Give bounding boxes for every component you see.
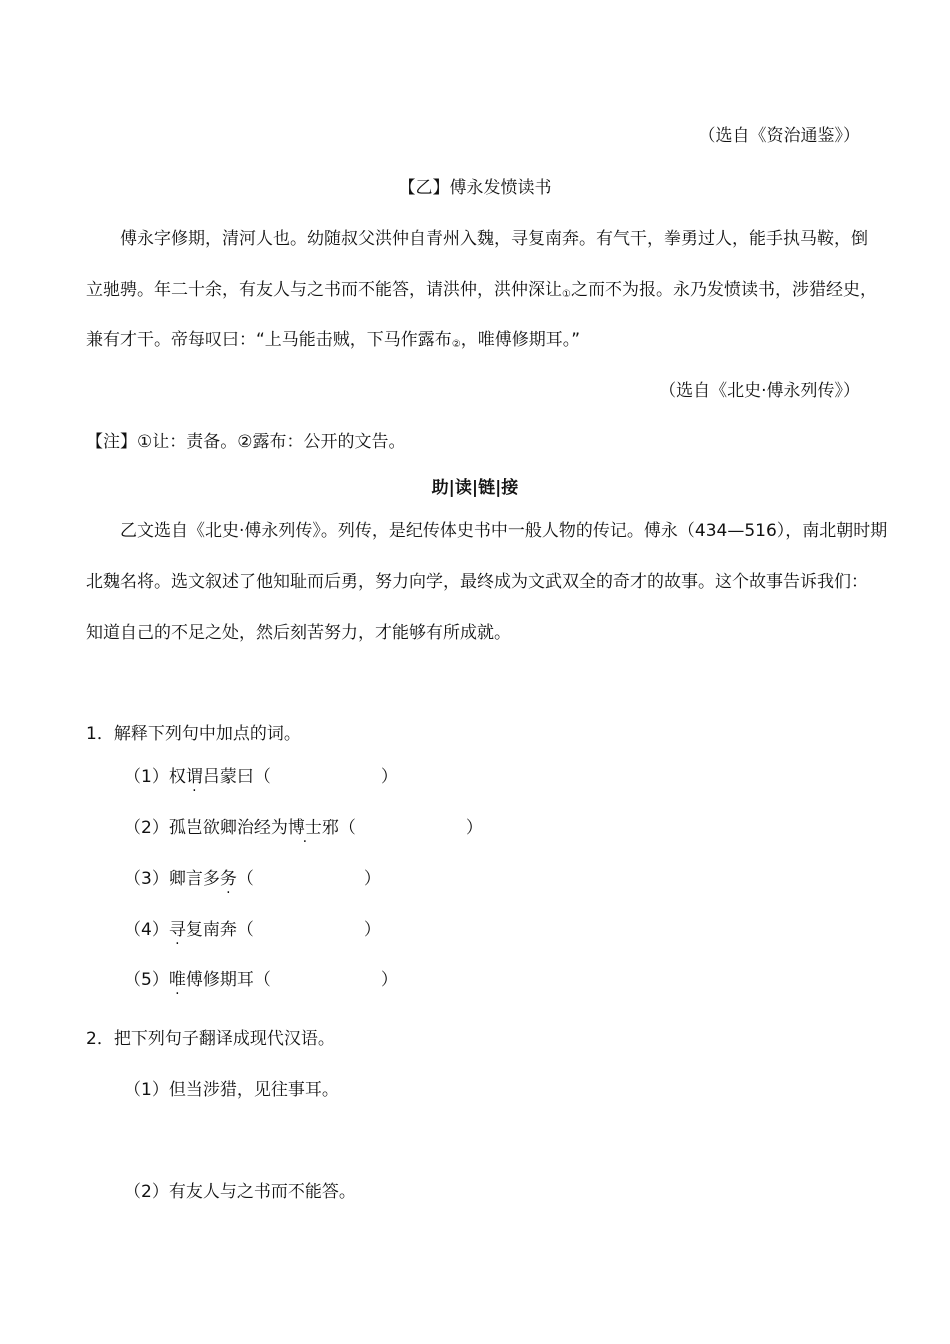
question-1-item-5: （5）唯傅修期耳（ ） bbox=[124, 970, 398, 990]
dotted-word: 谓 bbox=[185, 767, 203, 787]
dotted-word: 博士 bbox=[287, 818, 322, 838]
reading-help-line-1: 乙文选自《北史·傅永列传》。列传，是纪传体史书中一般人物的传记。傅永（434—516），南北朝时期 bbox=[120, 521, 888, 541]
reading-help-title: 助|读|链|接 bbox=[431, 478, 519, 498]
reading-help-line-2: 北魏名将。选文叙述了他知耻而后勇，努力向学，最终成为文武双全的奇才的故事。这个故事告诉我们： bbox=[86, 572, 868, 592]
annotation-note: 【注】①让：责备。②露布：公开的文告。 bbox=[86, 432, 406, 452]
passage-line-3: 兼有才干。帝每叹曰：“上马能击贼，下马作露布$_②$，唯傅修期耳。” bbox=[86, 330, 581, 350]
footnote-mark-2: ② bbox=[451, 339, 461, 350]
dotted-word: 寻 bbox=[168, 920, 186, 940]
question-1-item-2: （2）孤岂欲卿治经为博士邪（ ） bbox=[124, 818, 483, 838]
footnote-mark-1: ① bbox=[562, 289, 571, 300]
question-2-item-2: （2）有友人与之书而不能答。 bbox=[124, 1182, 356, 1202]
reading-help-line-3: 知道自己的不足之处，然后刻苦努力，才能够有所成就。 bbox=[86, 623, 511, 643]
source-citation-2: （选自《北史·傅永列传》） bbox=[659, 381, 860, 401]
question-1-item-4: （4）寻复南奔（ ） bbox=[124, 920, 381, 940]
dotted-word: 务 bbox=[219, 869, 237, 889]
question-1-stem: 1．解释下列句中加点的词。 bbox=[86, 724, 301, 744]
source-citation-1: （选自《资治通鉴》） bbox=[698, 126, 860, 146]
question-1-item-1: （1）权谓吕蒙曰（ ） bbox=[124, 767, 398, 787]
passage-line-2: 立驰骋。年二十余，有友人与之书而不能答，请洪仲，洪仲深让$_①$之而不为报。永乃发愤读书，涉猎经史， bbox=[86, 280, 877, 300]
question-1-item-3: （3）卿言多务（ ） bbox=[124, 869, 381, 889]
passage-title-yi: 【乙】傅永发愤读书 bbox=[398, 178, 552, 198]
passage-line-1: 傅永字修期，清河人也。幼随叔父洪仲自青州入魏，寻复南奔。有气干，拳勇过人，能手执马鞍，倒 bbox=[120, 229, 868, 249]
question-2-stem: 2．把下列句子翻译成现代汉语。 bbox=[86, 1029, 335, 1049]
question-2-item-1: （1）但当涉猎，见往事耳。 bbox=[124, 1080, 339, 1100]
dotted-word: 唯 bbox=[168, 970, 186, 990]
